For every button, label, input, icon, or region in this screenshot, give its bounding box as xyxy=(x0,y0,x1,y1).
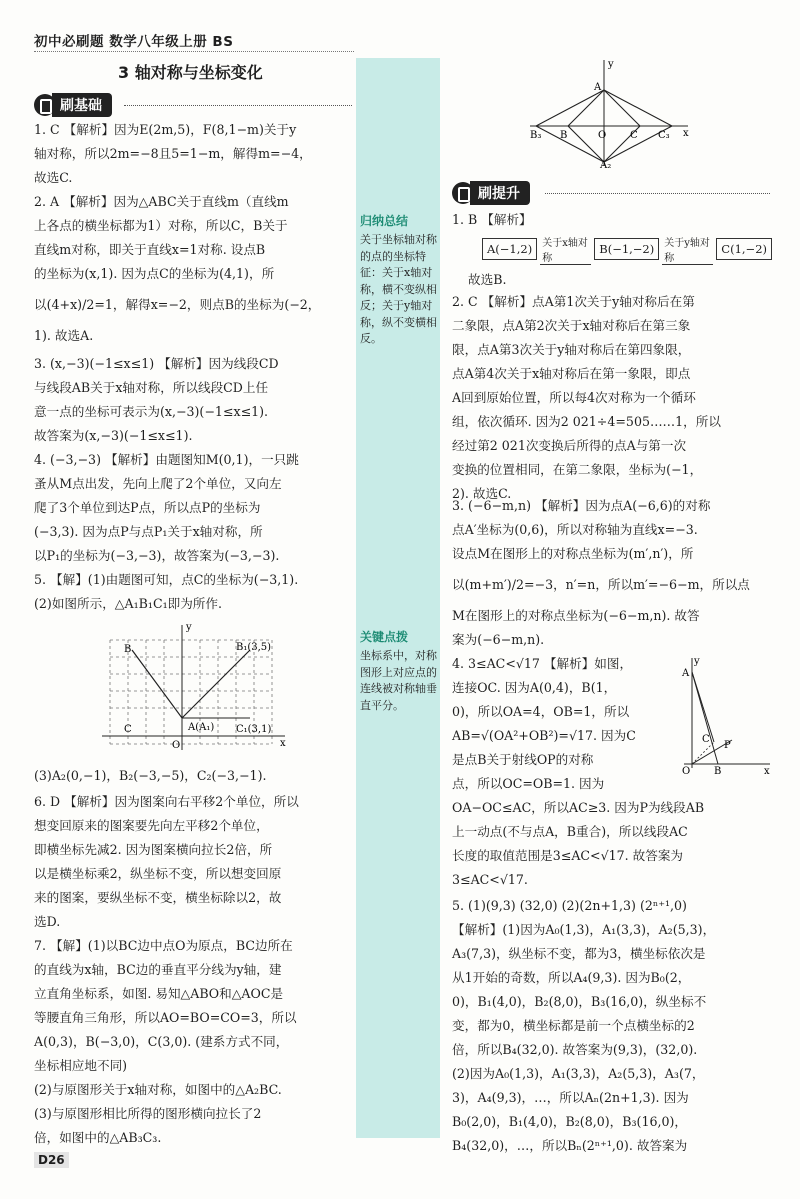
flow-box-c: C(1,−2) xyxy=(716,238,772,260)
note-summary-title: 归纳总结 xyxy=(360,214,409,228)
svg-text:x: x xyxy=(764,766,770,776)
ray-figure xyxy=(680,654,775,776)
svg-text:A₂: A₂ xyxy=(600,160,612,170)
adv-answer-3: 3. (−6−m,n) 【解析】因为点A(−6,6)的对称 点A′坐标为(0,6)，所以对称轴为直线x=−3. 设点M在图形上的对称点坐标为(m′,n′)，所 以(m+m′)/2=−3，n′=n，所以m′=−6−m，所以点 M在图形上的对称点坐标为(−6−m,n). 故答 案为(−6−m,n). xyxy=(452,498,750,647)
svg-text:P: P xyxy=(724,740,731,751)
svg-text:x: x xyxy=(683,128,689,139)
svg-text:B: B xyxy=(714,766,722,776)
flow-op-1: 关于x轴对称 xyxy=(540,234,591,265)
flow-box-a: A(−1,2) xyxy=(482,238,537,260)
answer-7: 7. 【解】(1)以BC边中点O为原点，BC边所在 的直线为x轴，BC边的垂直平分线为y轴，建 立直角坐标系，如图. 易知△ABO和△AOC是 等腰直角三角形，所以AO=BO=CO=3，所以 A(0,3)，B(−3,0)，C(3,0). (建系方式不同， 坐标相应地不同) (2)与原图形关于x轴对称，如图中的△A₂BC. (3)与原图形相比所得的图形横向拉长了2 倍，如图中的△AB₃C₃. xyxy=(34,938,297,1145)
book-header: 初中必刷题 数学八年级上册 BS xyxy=(34,34,234,50)
note-key-title: 关键点拨 xyxy=(360,630,409,644)
svg-text:B: B xyxy=(124,644,132,655)
svg-text:B₁(3,5): B₁(3,5) xyxy=(236,642,272,653)
svg-text:A(A₁): A(A₁) xyxy=(188,722,215,733)
pencil-icon xyxy=(452,182,474,204)
svg-text:y: y xyxy=(186,622,192,633)
answer-3: 3. (x,−3)(−1≤x≤1) 【解析】因为线段CD 与线段AB关于x轴对称，所以线段CD上任 意一点的坐标可表示为(x,−3)(−1≤x≤1). 故答案为(x,−3)(−1≤x≤1). xyxy=(34,356,279,443)
note-key-text: 坐标系中，对称图形上对应点的连线被对称轴垂直平分。 xyxy=(360,649,437,712)
answer-5: 5. 【解】(1)由题图可知，点C的坐标为(−3,1). (2)如图所示，△A₁B₁C₁即为所作. xyxy=(34,572,299,611)
svg-text:C₃: C₃ xyxy=(658,130,670,141)
svg-text:B₃: B₃ xyxy=(530,130,542,141)
svg-text:y: y xyxy=(608,59,614,70)
answer-5-part3: (3)A₂(0,−1)，B₂(−3,−5)，C₂(−3,−1). xyxy=(34,768,267,783)
svg-text:A: A xyxy=(682,668,690,679)
answer-6: 6. D 【解析】因为图案向右平移2个单位，所以 想变回原来的图案要先向左平移2个单位， 即横坐标先减2. 因为图案横向拉长2倍，所 以是横坐标乘2，纵坐标不变，所以想变回原 来的图案，要纵坐标不变，横坐标除以2，故 选D. xyxy=(34,794,299,929)
triangle-figure xyxy=(528,58,693,170)
divider xyxy=(124,105,352,106)
answer-4: 4. (−3,−3) 【解析】由题图知M(0,1)，一只跳 蚤从M点出发，先向上爬了2个单位，又向左 爬了3个单位到达P点，所以点P的坐标为 (−3,3). 因为点P与点P₁关于x轴对称，所 以P₁的坐标为(−3,−3)，故答案为(−3,−3). xyxy=(34,452,299,563)
grid-figure xyxy=(100,620,290,760)
adv-answer-2: 2. C 【解析】点A第1次关于y轴对称后在第 二象限，点A第2次关于x轴对称后在第三象 限，点A第3次关于y轴对称后在第四象限， 点A第4次关于x轴对称后在第一象限，即点 A回到原始位置，所以每4次对称为一个循环 组，依次循环. 因为2 021÷4=505……1，所以 经过第2 021次变换后所得的点A与第一次 变换的位置相同，在第二象限，坐标为(−1， 2). 故选C. xyxy=(452,294,721,501)
adv-answer-1-end: 故选B. xyxy=(468,272,507,287)
badge-basic: 刷基础 xyxy=(34,92,112,118)
svg-text:B: B xyxy=(560,130,568,141)
page-number: D26 xyxy=(34,1152,69,1168)
svg-text:C₁(3,1): C₁(3,1) xyxy=(236,724,272,735)
divider xyxy=(545,193,770,194)
flow-op-2: 关于y轴对称 xyxy=(662,234,713,265)
svg-text:O: O xyxy=(682,766,691,776)
badge-advanced: 刷提升 xyxy=(452,180,530,206)
adv-answer-5: 5. (1)(9,3) (32,0) (2)(2n+1,3) (2ⁿ⁺¹,0) 【解析】(1)因为A₀(1,3)，A₁(3,3)，A₂(5,3)， A₃(7,3)，纵坐标不变，都为3，横坐标依次是 从1开始的奇数，所以A₄(9,3). 因为B₀(2， 0)，B₁(4,0)，B₂(8,0)，B₃(16,0)，纵坐标不 变，都为0，横坐标都是前一个点横坐标的2 倍，所以B₄(32,0). 故答案为(9,3)，(32,0). (2)因为A₀(1,3)，A₁(3,3)，A₂(5,3)，A₃(7， 3)，A₄(9,3)，…，所以Aₙ(2n+1,3). 因为 B₀(2,0)，B₁(4,0)，B₂(8,0)，B₃(16,0)， B₄(32,0)，…，所以Bₙ(2ⁿ⁺¹,0). 故答案为 xyxy=(452,898,716,1153)
answer-1: 1. C 【解析】因为E(2m,5)，F(8,1−m)关于y 轴对称，所以2m=−8且5=1−m，解得m=−4， 故选C. xyxy=(34,122,312,185)
svg-text:C: C xyxy=(124,724,132,735)
svg-text:y: y xyxy=(694,656,700,667)
svg-text:O: O xyxy=(172,740,181,751)
answer-2: 2. A 【解析】因为△ABC关于直线m（直线m 上各点的横坐标都为1）对称，所以C，B关于 直线m对称，即关于直线x=1对称. 设点B 的坐标为(x,1). 因为点C的坐标为(4,1)，所 以(4+x)/2=1，解得x=−2，则点B的坐标为(−2， 1). 故选A. xyxy=(34,194,321,343)
adv-answer-4: 4. 3≤AC<√17 【解析】如图， 连接OC. 因为A(0,4)，B(1， 0)，所以OA=4，OB=1，所以 AB=√(OA²+OB²)=√17. 因为C 是点B关于射线OP的对称 点，所以OC=OB=1. 因为 OA−OC≤AC，所以AC≥3. 因为P为线段AB 上一动点(不与点A，B重合)，所以线段AC 长度的取值范围是3≤AC<√17. 故答案为 3≤AC<√17. xyxy=(452,656,705,887)
svg-text:x: x xyxy=(280,738,286,749)
header-rule xyxy=(34,51,354,52)
adv-answer-1: 1. B 【解析】 xyxy=(452,212,532,227)
note-summary-text: 关于坐标轴对称的点的坐标特征：关于x轴对称，横不变纵相反；关于y轴对称，纵不变横相反。 xyxy=(360,233,437,345)
svg-text:A: A xyxy=(594,82,602,93)
svg-text:O: O xyxy=(598,130,607,141)
section-title: 3 轴对称与坐标变化 xyxy=(118,63,263,82)
svg-text:C: C xyxy=(630,130,638,141)
pencil-icon xyxy=(34,94,56,116)
flow-diagram xyxy=(482,233,772,265)
flow-box-b: B(−1,−2) xyxy=(594,238,659,260)
svg-text:C: C xyxy=(702,734,710,745)
